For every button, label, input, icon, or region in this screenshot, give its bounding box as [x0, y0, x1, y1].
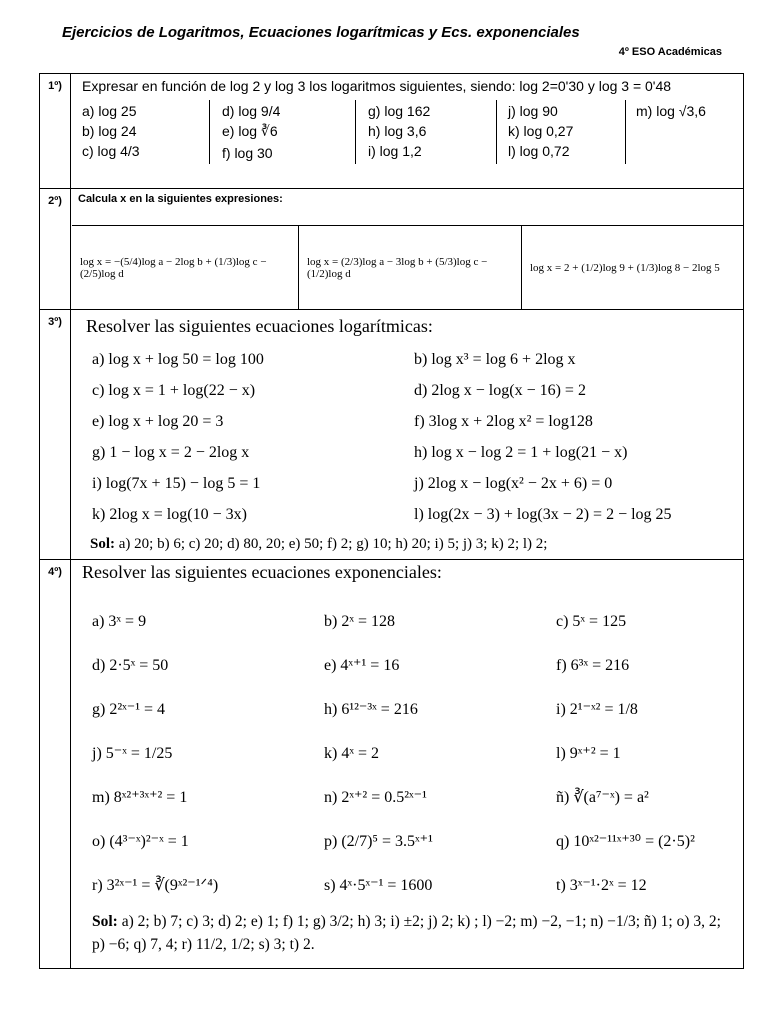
list-item: k) log 0,27 — [508, 123, 574, 139]
exercise-3-solutions — [90, 536, 547, 553]
list-item: h) log 3,6 — [368, 123, 427, 139]
list-item: d) 2·5ˣ = 50 — [92, 657, 169, 674]
list-item: s) 4ˣ·5ˣ⁻¹ = 1600 — [324, 877, 433, 894]
exercise-table — [39, 73, 744, 969]
list-item: f) log 30 — [222, 145, 273, 161]
exercise-1-column-g — [368, 101, 430, 161]
exercise-2-number: 2º) — [40, 189, 71, 309]
list-item: e) log ∛6 — [222, 123, 278, 139]
list-item: t) 3ˣ⁻¹·2ˣ = 12 — [556, 877, 647, 894]
exercise-4-row — [40, 560, 743, 968]
list-item: q) 10ˣ²⁻¹¹ˣ⁺³⁰ = (2·5)² — [556, 833, 695, 850]
solution-label: Sol: — [90, 536, 116, 552]
exercise-4-column-2 — [324, 600, 433, 908]
solution-text: a) 20; b) 6; c) 20; d) 80, 20; e) 50; f) 2; g) 10; h) 20; i) 5; j) 3; k) 2; l) 2; — [115, 536, 548, 552]
exercise-4-instruction: Resolver las siguientes ecuaciones exponenciales: — [82, 562, 442, 582]
list-item: h) 6¹²⁻³ˣ = 216 — [324, 701, 418, 718]
column-divider — [496, 100, 497, 164]
list-item: j) 5⁻ˣ = 1/25 — [92, 745, 173, 762]
list-item: n) 2ˣ⁺² = 0.5²ˣ⁻¹ — [324, 789, 427, 806]
list-item: m) 8ˣ²⁺³ˣ⁺² = 1 — [92, 789, 188, 806]
list-item: i) log(7x + 15) − log 5 = 1 — [92, 475, 261, 492]
exercise-1-column-m — [636, 101, 706, 121]
exercise-1-column-a — [82, 101, 140, 161]
exercise-3-right-list — [414, 344, 672, 530]
list-item: a) log 25 — [82, 103, 137, 119]
exercise-1-column-j — [508, 101, 573, 161]
list-item: k) 2log x = log(10 − 3x) — [92, 506, 247, 523]
list-item: m) log √3,6 — [636, 103, 706, 119]
list-item: g) 1 − log x = 2 − 2log x — [92, 444, 250, 461]
list-item: d) 2log x − log(x − 16) = 2 — [414, 382, 586, 399]
exercise-1-row — [40, 74, 743, 189]
column-divider — [355, 100, 356, 164]
exercise-3-row — [40, 310, 743, 560]
list-item: l) log(2x − 3) + log(3x − 2) = 2 − log 25 — [414, 506, 672, 523]
list-item: l) log 0,72 — [508, 143, 570, 159]
list-item: i) 2¹⁻ˣ² = 1/8 — [556, 701, 638, 718]
formula-3: log x = 2 + (1/2)log 9 + (1/3)log 8 − 2log 5 — [530, 262, 720, 274]
exercise-2-formulas — [72, 225, 743, 310]
exercise-1-column-d — [222, 101, 280, 163]
list-item: ñ) ∛(a⁷⁻ˣ) = a² — [556, 789, 649, 806]
list-item: f) 3log x + 2log x² = log128 — [414, 413, 593, 430]
exercise-4-number: 4º) — [40, 560, 71, 968]
exercise-4-column-1 — [92, 600, 218, 908]
list-item: d) log 9/4 — [222, 103, 281, 119]
list-item: b) log 24 — [82, 123, 137, 139]
list-item: c) 5ˣ = 125 — [556, 613, 627, 630]
exercise-1-instruction: Expresar en función de log 2 y log 3 los logaritmos siguientes, siendo: log 2=0'30 y log 3 = 0'48 — [82, 78, 672, 94]
list-item: h) log x − log 2 = 1 + log(21 − x) — [414, 444, 628, 461]
exercise-1-number: 1º) — [40, 74, 71, 188]
list-item: j) log 90 — [508, 103, 558, 119]
list-item: k) 4ˣ = 2 — [324, 745, 379, 762]
exercise-3-left-list — [92, 344, 264, 530]
list-item: c) log 4/3 — [82, 143, 140, 159]
list-item: j) 2log x − log(x² − 2x + 6) = 0 — [414, 475, 613, 492]
page-title: Ejercicios de Logaritmos, Ecuaciones logarítmicas y Ecs. exponenciales — [62, 24, 580, 41]
list-item: p) (2/7)⁵ = 3.5ˣ⁺¹ — [324, 833, 433, 850]
exercise-4-column-3 — [556, 600, 695, 908]
list-item: e) log x + log 20 = 3 — [92, 413, 224, 430]
exercise-4-solutions — [92, 910, 732, 956]
formula-2: log x = (2/3)log a − 3log b + (5/3)log c − (1/2)log d — [307, 256, 488, 280]
solution-label: Sol: — [92, 913, 118, 930]
list-item: a) 3ˣ = 9 — [92, 613, 147, 630]
solution-text: a) 2; b) 7; c) 3; d) 2; e) 1; f) 1; g) 3/2; h) 3; i) ±2; j) 2; k) ; l) −2; m) −2, −1; n) −1/3; ñ) 1; o) 3, 2; p) −6; q) 7, 4; r) 11/2, 1/2; s) 3; t) 2. — [92, 913, 721, 953]
list-item: f) 6³ˣ = 216 — [556, 657, 630, 674]
list-item: g) log 162 — [368, 103, 431, 119]
exercise-2-row — [40, 189, 743, 310]
list-item: c) log x = 1 + log(22 − x) — [92, 382, 256, 399]
list-item: g) 2²ˣ⁻¹ = 4 — [92, 701, 166, 718]
course-level: 4º ESO Académicas — [618, 46, 722, 58]
list-item: a) log x + log 50 = log 100 — [92, 351, 264, 368]
list-item: b) log x³ = log 6 + 2log x — [414, 351, 576, 368]
column-divider — [209, 100, 210, 164]
list-item: b) 2ˣ = 128 — [324, 613, 395, 630]
list-item: i) log 1,2 — [368, 143, 422, 159]
column-divider — [625, 100, 626, 164]
list-item: l) 9ˣ⁺² = 1 — [556, 745, 621, 762]
list-item: e) 4ˣ⁺¹ = 16 — [324, 657, 400, 674]
exercise-2-instruction: Calcula x en la siguientes expresiones: — [78, 193, 283, 205]
formula-1: log x = −(5/4)log a − 2log b + (1/3)log c − (2/5)log d — [80, 256, 267, 280]
exercise-3-number: 3º) — [40, 310, 71, 559]
exercise-3-instruction: Resolver las siguientes ecuaciones logarítmicas: — [86, 316, 433, 336]
list-item: o) (4³⁻ˣ)²⁻ˣ = 1 — [92, 833, 189, 850]
list-item: r) 3²ˣ⁻¹ = ∛(9ˣ²⁻¹ᐟ⁴) — [92, 877, 219, 894]
